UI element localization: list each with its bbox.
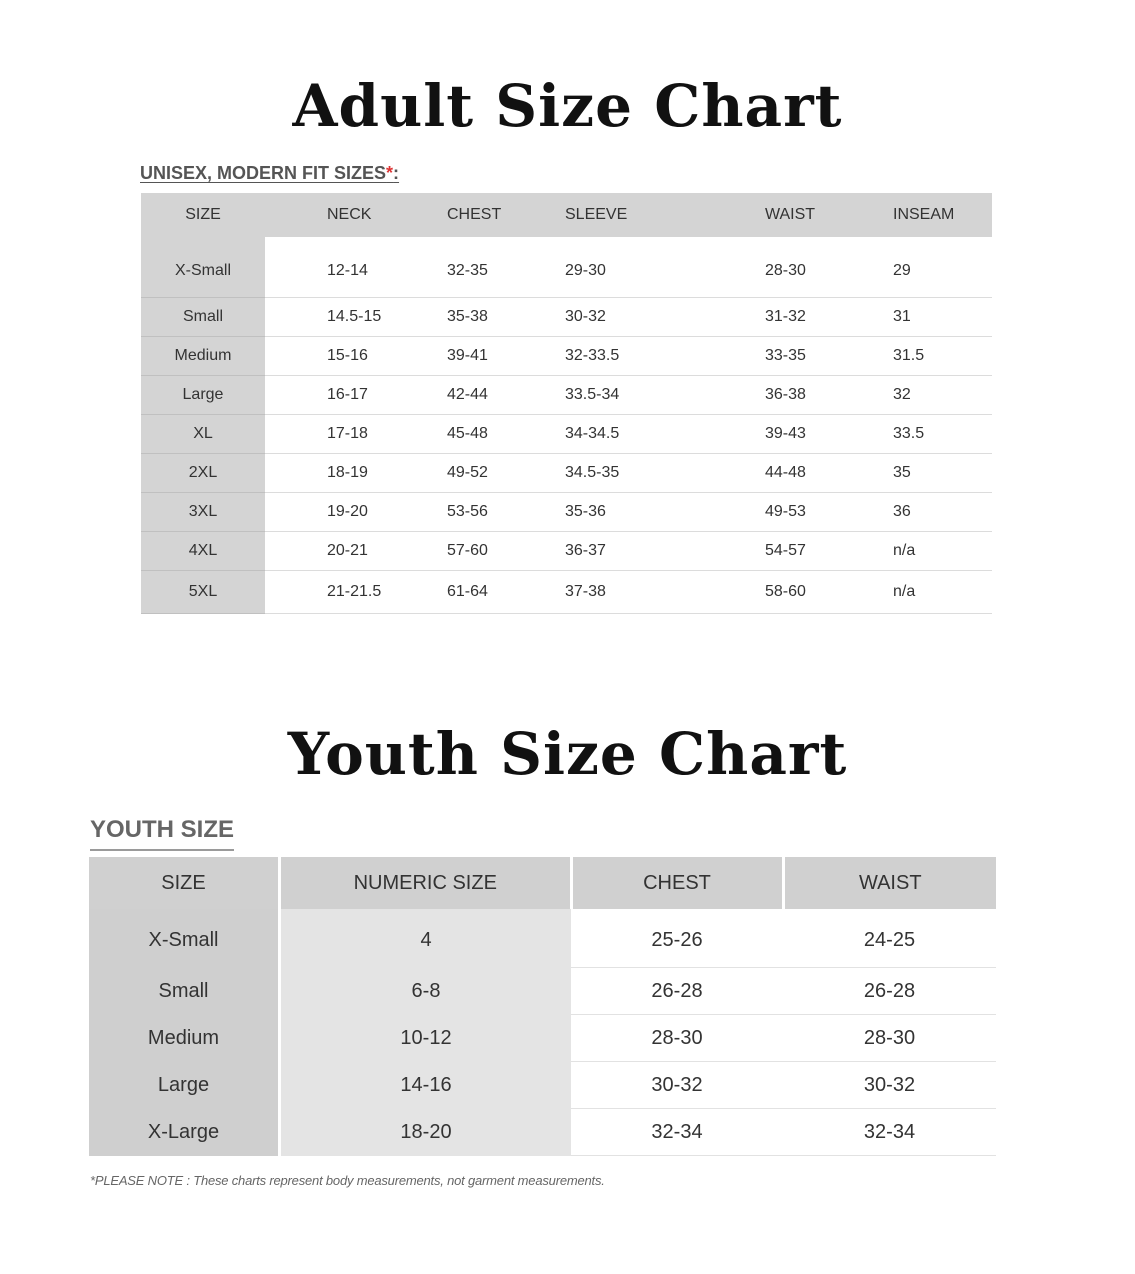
table-row [141,493,992,532]
inseam-cell: 33.5 [893,415,992,454]
inseam-cell: n/a [893,532,992,571]
size-cell: Small [89,968,280,1015]
adult-header-size: SIZE [141,193,265,237]
youth-header-chest: CHEST [571,857,783,909]
chest-cell: 49-52 [447,454,565,493]
size-cell: Large [89,1062,280,1109]
size-cell: X-Large [89,1109,280,1156]
chest-cell: 28-30 [571,1015,783,1062]
waist-cell: 33-35 [765,337,893,376]
table-row [141,415,992,454]
waist-cell: 58-60 [765,571,893,614]
youth-size-table [89,857,996,1156]
table-row [141,571,992,614]
adult-header-neck: NECK [265,193,447,237]
adult-size-chart-title: Adult Size Chart [292,72,843,140]
chest-cell: 26-28 [571,968,783,1015]
numeric-size-cell: 14-16 [280,1062,572,1109]
neck-cell: 17-18 [265,415,447,454]
youth-header-numeric-size: NUMERIC SIZE [280,857,572,909]
size-cell: 5XL [141,571,265,614]
youth-header-row [89,857,996,909]
waist-cell: 39-43 [765,415,893,454]
inseam-cell: 35 [893,454,992,493]
neck-cell: 19-20 [265,493,447,532]
adult-header-sleeve: SLEEVE [565,193,765,237]
table-row [141,298,992,337]
adult-header-inseam: INSEAM [893,193,992,237]
waist-cell: 28-30 [783,1015,996,1062]
size-cell: 3XL [141,493,265,532]
youth-header-waist: WAIST [783,857,996,909]
size-cell: XL [141,415,265,454]
waist-cell: 32-34 [783,1109,996,1156]
chest-cell: 39-41 [447,337,565,376]
adult-header-waist: WAIST [765,193,893,237]
numeric-size-cell: 10-12 [280,1015,572,1062]
table-row [89,1015,996,1062]
neck-cell: 18-19 [265,454,447,493]
inseam-cell: n/a [893,571,992,614]
sleeve-cell: 35-36 [565,493,765,532]
chest-cell: 45-48 [447,415,565,454]
adult-header-chest: CHEST [447,193,565,237]
inseam-cell: 31 [893,298,992,337]
chest-cell: 35-38 [447,298,565,337]
neck-cell: 16-17 [265,376,447,415]
waist-cell: 49-53 [765,493,893,532]
youth-header-size: SIZE [89,857,280,909]
measurement-footnote: *PLEASE NOTE : These charts represent body measurements, not garment measurements. [90,1173,605,1188]
table-row [141,237,992,298]
chest-cell: 32-34 [571,1109,783,1156]
table-row [89,909,996,968]
waist-cell: 54-57 [765,532,893,571]
size-cell: 4XL [141,532,265,571]
table-row [89,968,996,1015]
table-row [89,1062,996,1109]
table-row [141,376,992,415]
sleeve-cell: 37-38 [565,571,765,614]
waist-cell: 44-48 [765,454,893,493]
chest-cell: 32-35 [447,237,565,298]
table-row [141,532,992,571]
numeric-size-cell: 6-8 [280,968,572,1015]
sleeve-cell: 34.5-35 [565,454,765,493]
chest-cell: 30-32 [571,1062,783,1109]
chest-cell: 57-60 [447,532,565,571]
neck-cell: 12-14 [265,237,447,298]
sleeve-cell: 34-34.5 [565,415,765,454]
youth-size-chart-title: Youth Size Chart [287,720,848,788]
chest-cell: 42-44 [447,376,565,415]
inseam-cell: 29 [893,237,992,298]
chest-cell: 53-56 [447,493,565,532]
sleeve-cell: 32-33.5 [565,337,765,376]
inseam-cell: 32 [893,376,992,415]
size-cell: X-Small [141,237,265,298]
sleeve-cell: 33.5-34 [565,376,765,415]
neck-cell: 15-16 [265,337,447,376]
chest-cell: 61-64 [447,571,565,614]
inseam-cell: 36 [893,493,992,532]
table-row [141,337,992,376]
adult-size-table [141,193,992,614]
size-cell: Medium [89,1015,280,1062]
chest-cell: 25-26 [571,909,783,968]
waist-cell: 24-25 [783,909,996,968]
sleeve-cell: 30-32 [565,298,765,337]
sleeve-cell: 29-30 [565,237,765,298]
neck-cell: 20-21 [265,532,447,571]
size-cell: 2XL [141,454,265,493]
neck-cell: 21-21.5 [265,571,447,614]
adult-header-row [141,193,992,237]
numeric-size-cell: 18-20 [280,1109,572,1156]
adult-table-subtitle: UNISEX, MODERN FIT SIZES*: [140,163,400,183]
waist-cell: 28-30 [765,237,893,298]
size-cell: Medium [141,337,265,376]
size-cell: Large [141,376,265,415]
size-cell: X-Small [89,909,280,968]
neck-cell: 14.5-15 [265,298,447,337]
youth-table-subtitle: YOUTH SIZE [90,816,234,851]
numeric-size-cell: 4 [280,909,572,968]
waist-cell: 30-32 [783,1062,996,1109]
waist-cell: 31-32 [765,298,893,337]
waist-cell: 26-28 [783,968,996,1015]
waist-cell: 36-38 [765,376,893,415]
table-row [89,1109,996,1156]
sleeve-cell: 36-37 [565,532,765,571]
table-row [141,454,992,493]
size-cell: Small [141,298,265,337]
inseam-cell: 31.5 [893,337,992,376]
